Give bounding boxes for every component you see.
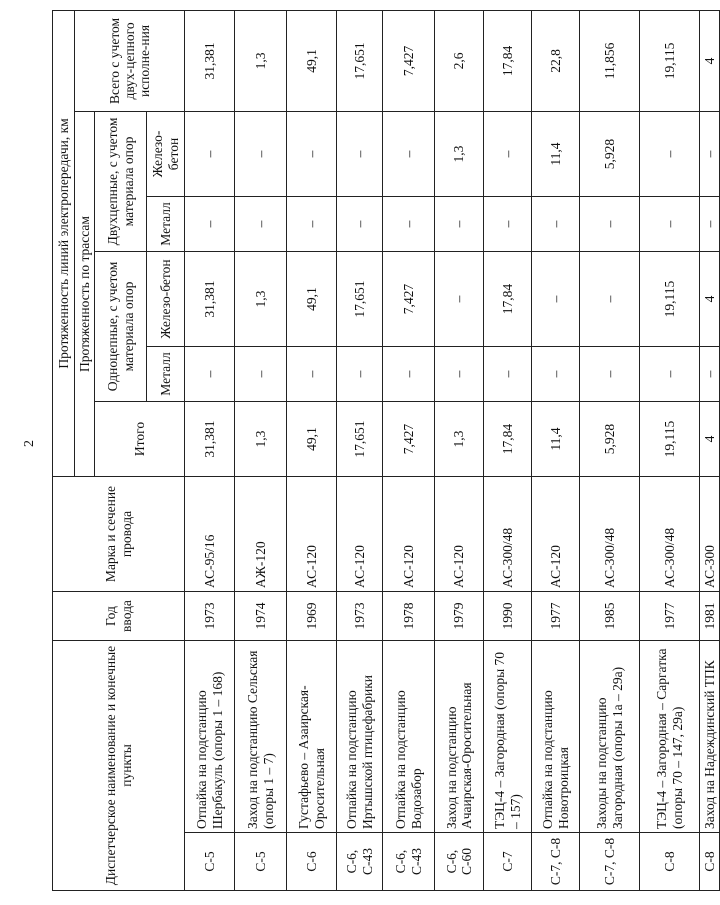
single-metal-cell: – <box>435 347 484 402</box>
overall-length-cell: 2,6 <box>435 10 484 111</box>
wire-grade-cell: АС-120 <box>435 477 484 592</box>
single-metal-cell: – <box>532 347 580 402</box>
line-name-cell: Заход на подстанцию Сельская (опоры 1 – 7) <box>235 641 287 833</box>
double-metal-cell: – <box>383 197 435 252</box>
year-cell: 1977 <box>640 592 700 641</box>
table-row <box>700 10 720 890</box>
rotated-table-wrapper <box>52 11 720 891</box>
single-metal-cell: – <box>287 347 337 402</box>
total-length-cell: 19,115 <box>640 402 700 477</box>
line-code-cell: С-6, С-60 <box>435 833 484 891</box>
double-concrete-cell: 1,3 <box>435 112 484 197</box>
header-single-concrete: Железо-бетон <box>147 252 185 347</box>
line-code-cell: С-8 <box>700 833 720 891</box>
single-metal-cell: – <box>640 347 700 402</box>
header-length-group: Протяженность линий электропередачи, км <box>53 10 75 476</box>
single-concrete-cell: 49,1 <box>287 252 337 347</box>
year-cell: 1979 <box>435 592 484 641</box>
year-cell: 1985 <box>580 592 640 641</box>
line-name-cell: Заход на Надеждинский ТПК <box>700 641 720 833</box>
total-length-cell: 11,4 <box>532 402 580 477</box>
page-number: 2 <box>22 440 37 447</box>
wire-grade-cell: АС-300 <box>700 477 720 592</box>
total-length-cell: 49,1 <box>287 402 337 477</box>
header-single-metal: Металл <box>147 347 185 402</box>
header-name: Диспетчерское наименование и конечные пункты <box>53 641 185 891</box>
overall-length-cell: 49,1 <box>287 10 337 111</box>
line-name-cell: Заход на подстанцию Ачаирская-Оросительная <box>435 641 484 833</box>
line-name-cell: Отпайка на подстанцию Водозабор <box>383 641 435 833</box>
single-concrete-cell: 17,84 <box>484 252 532 347</box>
single-concrete-cell: – <box>580 252 640 347</box>
year-cell: 1969 <box>287 592 337 641</box>
single-metal-cell: – <box>383 347 435 402</box>
table-row <box>287 10 337 890</box>
double-metal-cell: – <box>700 197 720 252</box>
wire-grade-cell: АС-120 <box>532 477 580 592</box>
double-metal-cell: – <box>580 197 640 252</box>
single-concrete-cell: – <box>435 252 484 347</box>
total-length-cell: 17,84 <box>484 402 532 477</box>
single-metal-cell: – <box>235 347 287 402</box>
total-length-cell: 4 <box>700 402 720 477</box>
line-code-cell: С-5 <box>185 833 235 891</box>
double-concrete-cell: 5,928 <box>580 112 640 197</box>
line-code-cell: С-6, С-43 <box>383 833 435 891</box>
line-code-cell: С-7, С-8 <box>580 833 640 891</box>
year-cell: 1973 <box>185 592 235 641</box>
header-overall: Всего с учетом двух-цепного исполне-ния <box>75 10 185 111</box>
single-metal-cell: – <box>580 347 640 402</box>
table-row <box>383 10 435 890</box>
wire-grade-cell: АС-120 <box>383 477 435 592</box>
line-name-cell: Отпайка на подстанцию Новотроицкая <box>532 641 580 833</box>
table-row <box>484 10 532 890</box>
table-row <box>435 10 484 890</box>
double-metal-cell: – <box>287 197 337 252</box>
line-code-cell: С-5 <box>235 833 287 891</box>
year-cell: 1973 <box>337 592 383 641</box>
year-cell: 1974 <box>235 592 287 641</box>
line-code-cell: С-6, С-43 <box>337 833 383 891</box>
single-concrete-cell: 7,427 <box>383 252 435 347</box>
header-routes-group: Протяженность по трассам <box>75 112 95 477</box>
overall-length-cell: 11,856 <box>580 10 640 111</box>
line-name-cell: ТЭЦ-4 – Загородная (опоры 70 – 157) <box>484 641 532 833</box>
double-concrete-cell: – <box>640 112 700 197</box>
single-concrete-cell: 31,381 <box>185 252 235 347</box>
double-concrete-cell: – <box>383 112 435 197</box>
wire-grade-cell: АЖ-120 <box>235 477 287 592</box>
line-code-cell: С-7 <box>484 833 532 891</box>
total-length-cell: 5,928 <box>580 402 640 477</box>
overall-length-cell: 7,427 <box>383 10 435 111</box>
single-metal-cell: – <box>484 347 532 402</box>
double-concrete-cell: – <box>337 112 383 197</box>
year-cell: 1977 <box>532 592 580 641</box>
single-concrete-cell: 19,115 <box>640 252 700 347</box>
single-metal-cell: – <box>700 347 720 402</box>
wire-grade-cell: АС-120 <box>287 477 337 592</box>
double-metal-cell: – <box>532 197 580 252</box>
table-row <box>235 10 287 890</box>
overall-length-cell: 1,3 <box>235 10 287 111</box>
double-metal-cell: – <box>337 197 383 252</box>
double-metal-cell: – <box>484 197 532 252</box>
header-double-circuit: Двухцепные, с учетом материала опор <box>95 112 147 252</box>
double-metal-cell: – <box>640 197 700 252</box>
year-cell: 1978 <box>383 592 435 641</box>
wire-grade-cell: АС-300/48 <box>484 477 532 592</box>
double-concrete-cell: – <box>484 112 532 197</box>
double-concrete-cell: – <box>700 112 720 197</box>
header-single-circuit: Одноцепные, с учетом материала опор <box>95 252 147 402</box>
overall-length-cell: 31,381 <box>185 10 235 111</box>
wire-grade-cell: АС-120 <box>337 477 383 592</box>
line-name-cell: Отпайка на подстанцию Шербакуль (опоры 1 – 168) <box>185 641 235 833</box>
overall-length-cell: 4 <box>700 10 720 111</box>
wire-grade-cell: АС-300/48 <box>580 477 640 592</box>
line-code-cell: С-8 <box>640 833 700 891</box>
year-cell: 1990 <box>484 592 532 641</box>
table-row <box>640 10 700 890</box>
single-metal-cell: – <box>337 347 383 402</box>
single-concrete-cell: – <box>532 252 580 347</box>
wire-grade-cell: АС-95/16 <box>185 477 235 592</box>
overall-length-cell: 22,8 <box>532 10 580 111</box>
total-length-cell: 7,427 <box>383 402 435 477</box>
line-name-cell: Отпайка на подстанцию Иртышской птицефабрики <box>337 641 383 833</box>
year-cell: 1981 <box>700 592 720 641</box>
total-length-cell: 1,3 <box>435 402 484 477</box>
overall-length-cell: 17,651 <box>337 10 383 111</box>
single-concrete-cell: 17,651 <box>337 252 383 347</box>
double-concrete-cell: 11,4 <box>532 112 580 197</box>
single-metal-cell: – <box>185 347 235 402</box>
header-wire: Марка и сечение провода <box>53 477 185 592</box>
double-metal-cell: – <box>185 197 235 252</box>
table-row <box>337 10 383 890</box>
single-concrete-cell: 4 <box>700 252 720 347</box>
total-length-cell: 31,381 <box>185 402 235 477</box>
double-concrete-cell: – <box>287 112 337 197</box>
double-concrete-cell: – <box>185 112 235 197</box>
line-name-cell: ТЭЦ-4 – Загородная – Саргатка (опоры 70 – 147, 29а) <box>640 641 700 833</box>
total-length-cell: 17,651 <box>337 402 383 477</box>
overall-length-cell: 19,115 <box>640 10 700 111</box>
line-code-cell: С-6 <box>287 833 337 891</box>
single-concrete-cell: 1,3 <box>235 252 287 347</box>
wire-grade-cell: АС-300/48 <box>640 477 700 592</box>
table-row <box>532 10 580 890</box>
header-double-metal: Металл <box>147 197 185 252</box>
double-metal-cell: – <box>435 197 484 252</box>
header-double-concrete: Железо-бетон <box>147 112 185 197</box>
double-metal-cell: – <box>235 197 287 252</box>
header-year: Год ввода <box>53 592 185 641</box>
header-total: Итого <box>95 402 185 477</box>
table-row <box>580 10 640 890</box>
overall-length-cell: 17,84 <box>484 10 532 111</box>
line-name-cell: Густафьево – Азаирская-Оросительная <box>287 641 337 833</box>
double-concrete-cell: – <box>235 112 287 197</box>
table-row <box>185 10 235 890</box>
power-lines-table <box>52 10 720 891</box>
line-code-cell: С-7, С-8 <box>532 833 580 891</box>
line-name-cell: Заходы на подстанцию Загородная (опоры 1а – 29а) <box>580 641 640 833</box>
total-length-cell: 1,3 <box>235 402 287 477</box>
